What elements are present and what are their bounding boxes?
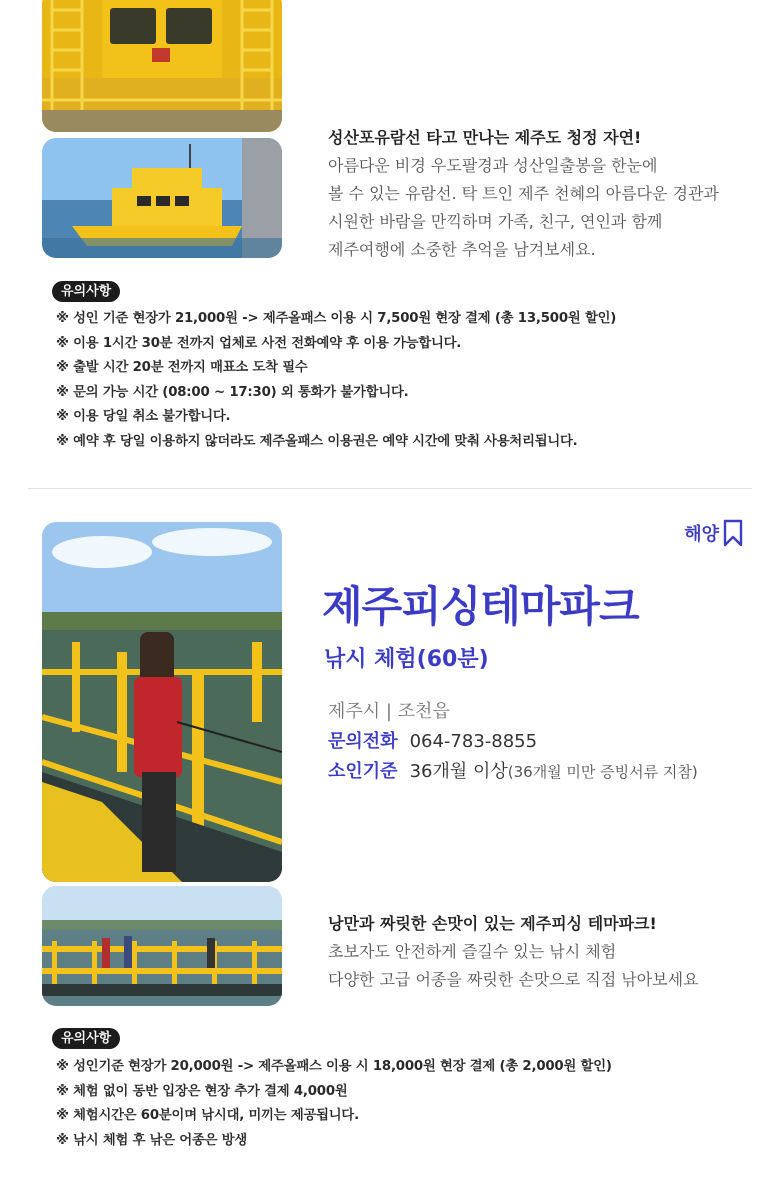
section2-intro-line: 다양한 고급 어종을 짜릿한 손맛으로 직접 낚아보세요	[328, 970, 699, 989]
notice-item: ※ 체험 없이 동반 입장은 현장 추가 결제 4,000원	[56, 1083, 348, 1099]
category-label: 해양	[684, 524, 719, 545]
ferry-deck-photo	[42, 0, 282, 132]
phone-row	[328, 727, 698, 757]
place-subtitle: 낚시 체험(60분)	[324, 647, 489, 672]
section1-intro	[328, 124, 719, 264]
section2-intro-lead: 낭만과 짜릿한 손맛이 있는 제주피싱 테마파크!	[328, 914, 657, 933]
section2-intro-line: 초보자도 안전하게 즐길수 있는 낚시 체험	[328, 942, 617, 961]
notice-item: ※ 성인기준 현장가 20,000원 -> 제주올패스 이용 시 18,000원 현장 결제 (총 2,000원 할인)	[56, 1059, 612, 1074]
notice-item: ※ 출발 시간 20분 전까지 매표소 도착 필수	[56, 360, 308, 376]
fishing-pier-photo	[42, 886, 282, 1006]
phone-number[interactable]: 064-783-8855	[409, 731, 538, 752]
category-tag[interactable]	[684, 518, 744, 548]
notice-item: ※ 문의 가능 시간 (08:00 ~ 17:30) 외 통화가 불가합니다.	[56, 384, 409, 400]
notice-badge: 유의사항	[52, 1028, 120, 1049]
section-divider	[28, 488, 752, 489]
bookmark-icon[interactable]	[722, 518, 744, 548]
section1-intro-line: 제주여행에 소중한 추억을 남겨보세요.	[328, 240, 596, 259]
ferry-boat-photo	[42, 138, 282, 258]
phone-label: 문의전화	[328, 731, 398, 752]
section1-intro-lead: 성산포유람선 타고 만나는 제주도 청정 자연!	[328, 128, 642, 147]
child-criteria-row	[328, 757, 698, 787]
notice-item: ※ 이용 당일 취소 불가합니다.	[56, 409, 231, 425]
notice-item: ※ 이용 1시간 30분 전까지 업체로 사전 전화예약 후 이용 가능합니다.	[56, 335, 462, 351]
notice-list	[56, 1055, 612, 1153]
child-criteria-note: (36개월 미만 증빙서류 지참)	[507, 763, 698, 781]
notice-badge: 유의사항	[52, 281, 120, 302]
place-title: 제주피싱테마파크	[322, 582, 639, 631]
section1-intro-line: 볼 수 있는 유람선. 탁 트인 제주 천혜의 아름다운 경관과	[328, 184, 719, 203]
child-criteria-label: 소인기준	[328, 761, 398, 782]
notice-item: ※ 성인 기준 현장가 21,000원 -> 제주올패스 이용 시 7,500원 현장 결제 (총 13,500원 할인)	[56, 311, 617, 326]
fishing-girl-photo	[42, 522, 282, 882]
section2-intro	[328, 910, 699, 994]
place-info	[328, 697, 698, 787]
child-criteria-value: 36개월 이상	[409, 761, 508, 782]
place-location: 제주시 | 조천읍	[328, 701, 450, 722]
notice-item: ※ 예약 후 당일 이용하지 않더라도 제주올패스 이용권은 예약 시간에 맞춰 사용처리됩니다.	[56, 433, 578, 449]
notice-item: ※ 체험시간은 60분이며 낚시대, 미끼는 제공됩니다.	[56, 1108, 359, 1124]
section1-intro-line: 아름다운 비경 우도팔경과 성산일출봉을 한눈에	[328, 156, 658, 175]
notice-list	[56, 307, 616, 455]
section1-intro-line: 시원한 바람을 만끽하며 가족, 친구, 연인과 함께	[328, 212, 663, 231]
notice-item: ※ 낚시 체험 후 낚은 어종은 방생	[56, 1132, 248, 1148]
